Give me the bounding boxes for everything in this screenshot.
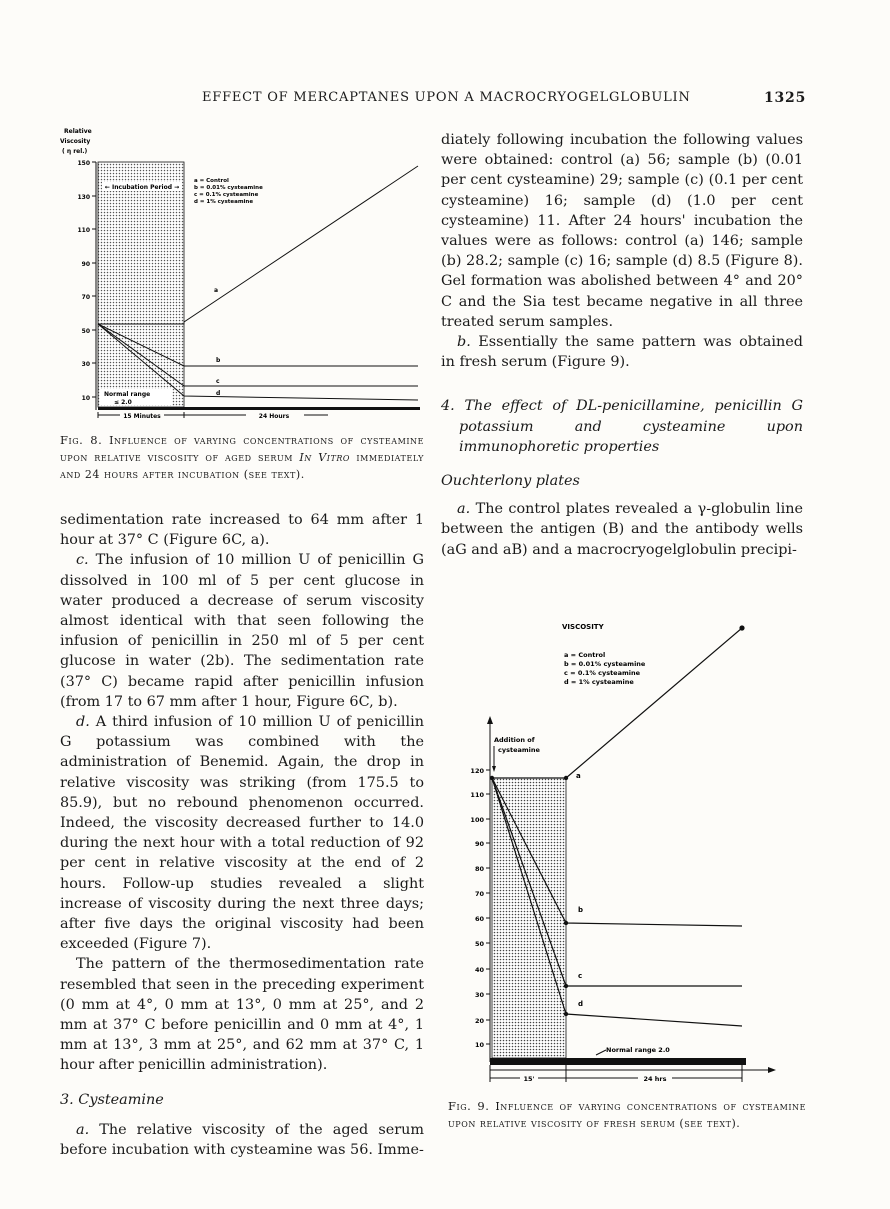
fig8-normal-range-2: ≤ 2.0 [114,399,132,406]
fig8-ylabel-3: ( η rel.) [62,148,88,155]
fig9-curve-a [492,628,742,778]
left-paragraph-a-text: The relative viscosity of the aged serum before incubation with cysteamine was 56. Imme- [60,1121,425,1159]
fig9-ytick: 40 [474,966,484,974]
fig8-yticks [77,160,96,402]
fig8-incubation-area [98,162,184,407]
fig8-caption-rest: immediately and 24 hours after incubation (see text). [60,451,425,481]
figure-9 [466,592,786,1086]
section-heading-immunophoretic: 4. The effect of DL-penicillamine, penicillin G potassium and cysteamine upon immunophoretic properties [441,398,803,455]
left-paragraph-c-text: The infusion of 10 million U of penicillin G dissolved in 100 ml of 5 per cent glucose in water produced a decrease of serum viscosity almost identical with that seen following the infusion of penicillin in 250 ml of 5 per cent glucose in water (2b). The sedimentation rate (37° C) became rapid after penicillin infusion (from 17 to 67 mm after 1 hour, Figure 6C, b). [60,552,425,710]
subheading-ouchterlony: Ouchterlony plates [441,473,580,490]
label-c: c. [76,552,89,569]
fig9-time-15: 15' [523,1075,535,1083]
right-column [441,130,803,560]
fig9-legend-b: b = 0.01% cysteamine [564,660,646,668]
label-b: b. [457,334,471,351]
fig9-ytick: 100 [470,816,484,824]
fig8-legend-d: d = 1% cysteamine [194,199,254,205]
fig8-time-24h: 24 Hours [258,413,290,420]
fig9-point-a-end [739,625,744,630]
fig8-caption-number: Fig. 8. [60,433,103,447]
fig8-legend-c: c = 0.1% cysteamine [194,192,259,198]
fig8-label-a: a [214,287,219,294]
fig8-incubation-label: ← Incubation Period → [104,184,180,191]
fig8-label-d: d [216,390,221,397]
right-paragraph-a [441,499,803,560]
fig9-ytick: 60 [474,915,484,923]
fig9-legend-a: a = Control [564,651,606,659]
fig9-ytick: 120 [470,767,484,775]
fig9-caption-number: Fig. 9. [448,1099,490,1113]
fig8-ytick: 130 [77,194,90,201]
fig8-ytick: 50 [81,328,90,335]
fig8-normal-range-1: Normal range [104,391,151,398]
fig9-ytick: 50 [474,940,484,948]
label-a: a. [76,1121,90,1138]
fig8-ytick: 70 [81,294,90,301]
fig9-ytick: 20 [474,1017,484,1025]
right-paragraph-1: diately following incubation the following values were obtained: control (a) 56; sample (b) (0.01 per cent cysteamine) 29; sample (c) (0.1 per cent cysteamine) 16; sample (d) (1.0 per cent cysteamine) 11. After 24 hours' incubation the values were as follows: control (a) 146; sample (b) 28.2; sample (c) 16; sample (d) 8.5 (Figure 8). Gel formation was abolished between 4° and 20° C and the Sia test became negative in all three treated serum samples. [441,132,803,330]
fig9-ytick: 10 [474,1041,484,1049]
right-paragraph-a-text: The control plates revealed a γ-globulin line between the antigen (B) and the antibody wells (aG and aB) and a macrocryogelglobulin precipi- [441,501,803,558]
fig9-caption [448,1098,806,1132]
fig8-ylabel-1: Relative [64,128,92,135]
fig8-ytick: 10 [81,395,90,402]
fig8-ylabel-2: Viscosity [60,138,91,145]
fig9-ytick: 70 [474,890,484,898]
fig9-legend [564,651,646,686]
fig9-incubation-area [492,778,566,1058]
fig9-ytick: 90 [474,840,484,848]
fig8-caption-italic: In Vitro [299,451,351,464]
figure-8 [58,124,430,420]
fig8-time-15min: 15 Minutes [123,413,161,420]
fig9-ytick: 80 [474,865,484,873]
left-paragraph-a [60,1120,424,1160]
fig9-ytick: 30 [474,991,484,999]
fig8-ytick: 90 [81,261,90,268]
fig8-caption [60,432,424,483]
fig8-caption-text: Influence of varying concentrations of cysteamine upon relative viscosity of aged serum [60,434,424,464]
fig9-time-24h: 24 hrs [643,1075,667,1083]
fig9-addition-1: Addition of [494,736,535,744]
fig8-ytick: 30 [81,361,90,368]
page-number: 1325 [764,90,807,106]
right-paragraph-b-text: Essentially the same pattern was obtained in fresh serum (Figure 9). [441,334,803,371]
left-column [60,510,424,1160]
left-paragraph-c [60,550,424,712]
fig9-ytick: 110 [470,791,484,799]
left-paragraph-d [60,712,424,954]
section-heading-cysteamine: 3. Cysteamine [60,1091,164,1108]
fig9-label-a: a [576,772,581,780]
fig8-ytick: 150 [77,160,90,167]
fig9-normal-band [490,1058,746,1065]
fig8-legend-b: b = 0.01% cysteamine [194,185,263,191]
fig8-label-c: c [216,378,220,385]
left-paragraph-d-text: A third infusion of 10 million U of penicillin G potassium was combined with the administration of Benemid. Again, the drop in relative viscosity was striking (from 175.5 to 85.9), but no rebound phenomenon occurred. Indeed, the viscosity decreased further to 14.0 during the next hour with a total reduction of 92 per cent in relative viscosity at the end of 2 hours. Follow-up studies revealed a slight increase of viscosity during the next three days; after five days the original viscosity had been exceeded (Figure 7). [60,714,424,953]
fig9-normal-range: Normal range 2.0 [606,1046,670,1054]
fig8-legend-a: a = Control [194,178,229,184]
fig9-title: VISCOSITY [562,623,604,631]
fig8-ytick: 110 [77,227,90,234]
fig8-normal-band [98,407,420,410]
label-a2: a. [457,501,471,518]
fig8-legend [194,178,263,205]
fig9-label-c: c [578,972,583,980]
fig9-legend-d: d = 1% cysteamine [564,678,634,686]
running-title: EFFECT OF MERCAPTANES UPON A MACROCRYOGELGLOBULIN [202,90,691,105]
fig9-legend-c: c = 0.1% cysteamine [564,669,641,677]
left-paragraph-4: The pattern of the thermosedimentation rate resembled that seen in the preceding experiment (0 mm at 4°, 0 mm at 13°, 0 mm at 25°, and 2 mm at 37° C before penicillin and 0 mm at 4°, 1 mm at 13°, 3 mm at 25°, and 62 mm at 37° C, 1 hour after penicillin administration). [60,956,424,1074]
fig9-label-d: d [578,1000,584,1008]
fig9-caption-text: Influence of varying concentrations of cysteamine upon relative viscosity of fresh serum (see text). [448,1100,806,1130]
fig9-addition-2: cysteamine [498,746,540,754]
fig8-label-b: b [216,357,221,364]
right-paragraph-b [441,332,803,372]
fig9-yticks [470,767,490,1049]
label-d: d. [76,714,90,731]
left-paragraph-1: sedimentation rate increased to 64 mm after 1 hour at 37° C (Figure 6C, a). [60,512,424,549]
fig9-label-b: b [578,906,584,914]
